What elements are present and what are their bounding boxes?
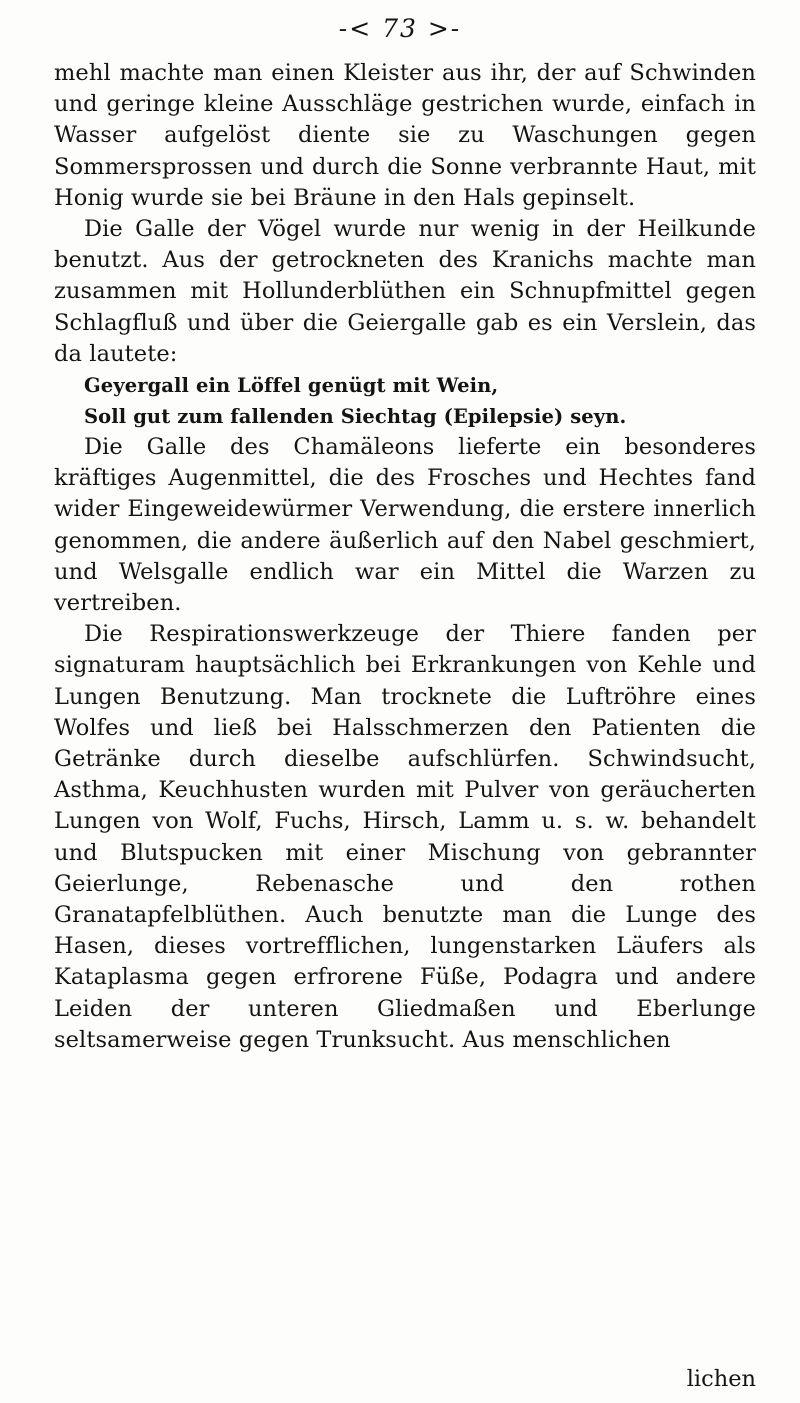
catchword: lichen [686,1366,756,1392]
paragraph-flour: mehl machte man einen Kleister aus ihr, der auf Schwinden und geringe kleine Ausschläge gestrichen wurde, einfach in Wasser aufgelöst diente sie zu Waschungen gegen Sommersprossen und durch die Sonne verbrannte Haut, mit Honig wurde sie bei Bräune in den Hals gepinselt. [54,60,756,211]
paragraph-respiration: Die Respirationswerkzeuge der Thiere fanden per signaturam hauptsächlich bei Erkrankungen von Kehle und Lungen Benutzung. Man trocknete die Luftröhre eines Wolfes und ließ bei Halsschmerzen den Patienten die Getränke durch dieselbe aufschlürfen. Schwindsucht, Asthma, Keuchhusten wurden mit Pulver von geräucherten Lungen von Wolf, Fuchs, Hirsch, Lamm u. s. w. behandelt und Blutspucken mit einer Mischung von gebrannter Geierlunge, Rebenasche und den rothen Granatapfelblüthen. Auch benutzte man die Lunge des Hasen, dieses vortrefflichen, lungenstarken Läufers als Kataplasma gegen erfrorene Füße, Podagra und andere Leiden der unteren Gliedmaßen und Eberlunge seltsamerweise gegen Trunksucht. Aus menschlichen [54,621,756,1053]
verse-line-1: Geyergall ein Löffel genügt mit Wein, [84,374,499,398]
verse-line-2: Soll gut zum fallenden Siechtag (Epilepsie) seyn. [84,405,627,429]
body-text [54,58,756,1056]
page-number: -< 73 >- [338,14,462,43]
paragraph-chameleon-gall: Die Galle des Chamäleons lieferte ein besonderes kräftiges Augenmittel, die des Frosches und Hechtes fand wider Eingeweidewürmer Verwendung, die erstere innerlich genommen, die andere äußerlich auf den Nabel geschmiert, und Welsgalle endlich war ein Mittel die Warzen zu vertreiben. [54,434,756,617]
paragraph-bird-gall: Die Galle der Vögel wurde nur wenig in der Heilkunde benutzt. Aus der getrockneten des Kranichs machte man zusammen mit Hollunderblüthen ein Schnupfmittel gegen Schlagfluß und über die Geiergalle gab es ein Verslein, das da lautete: [54,216,756,367]
